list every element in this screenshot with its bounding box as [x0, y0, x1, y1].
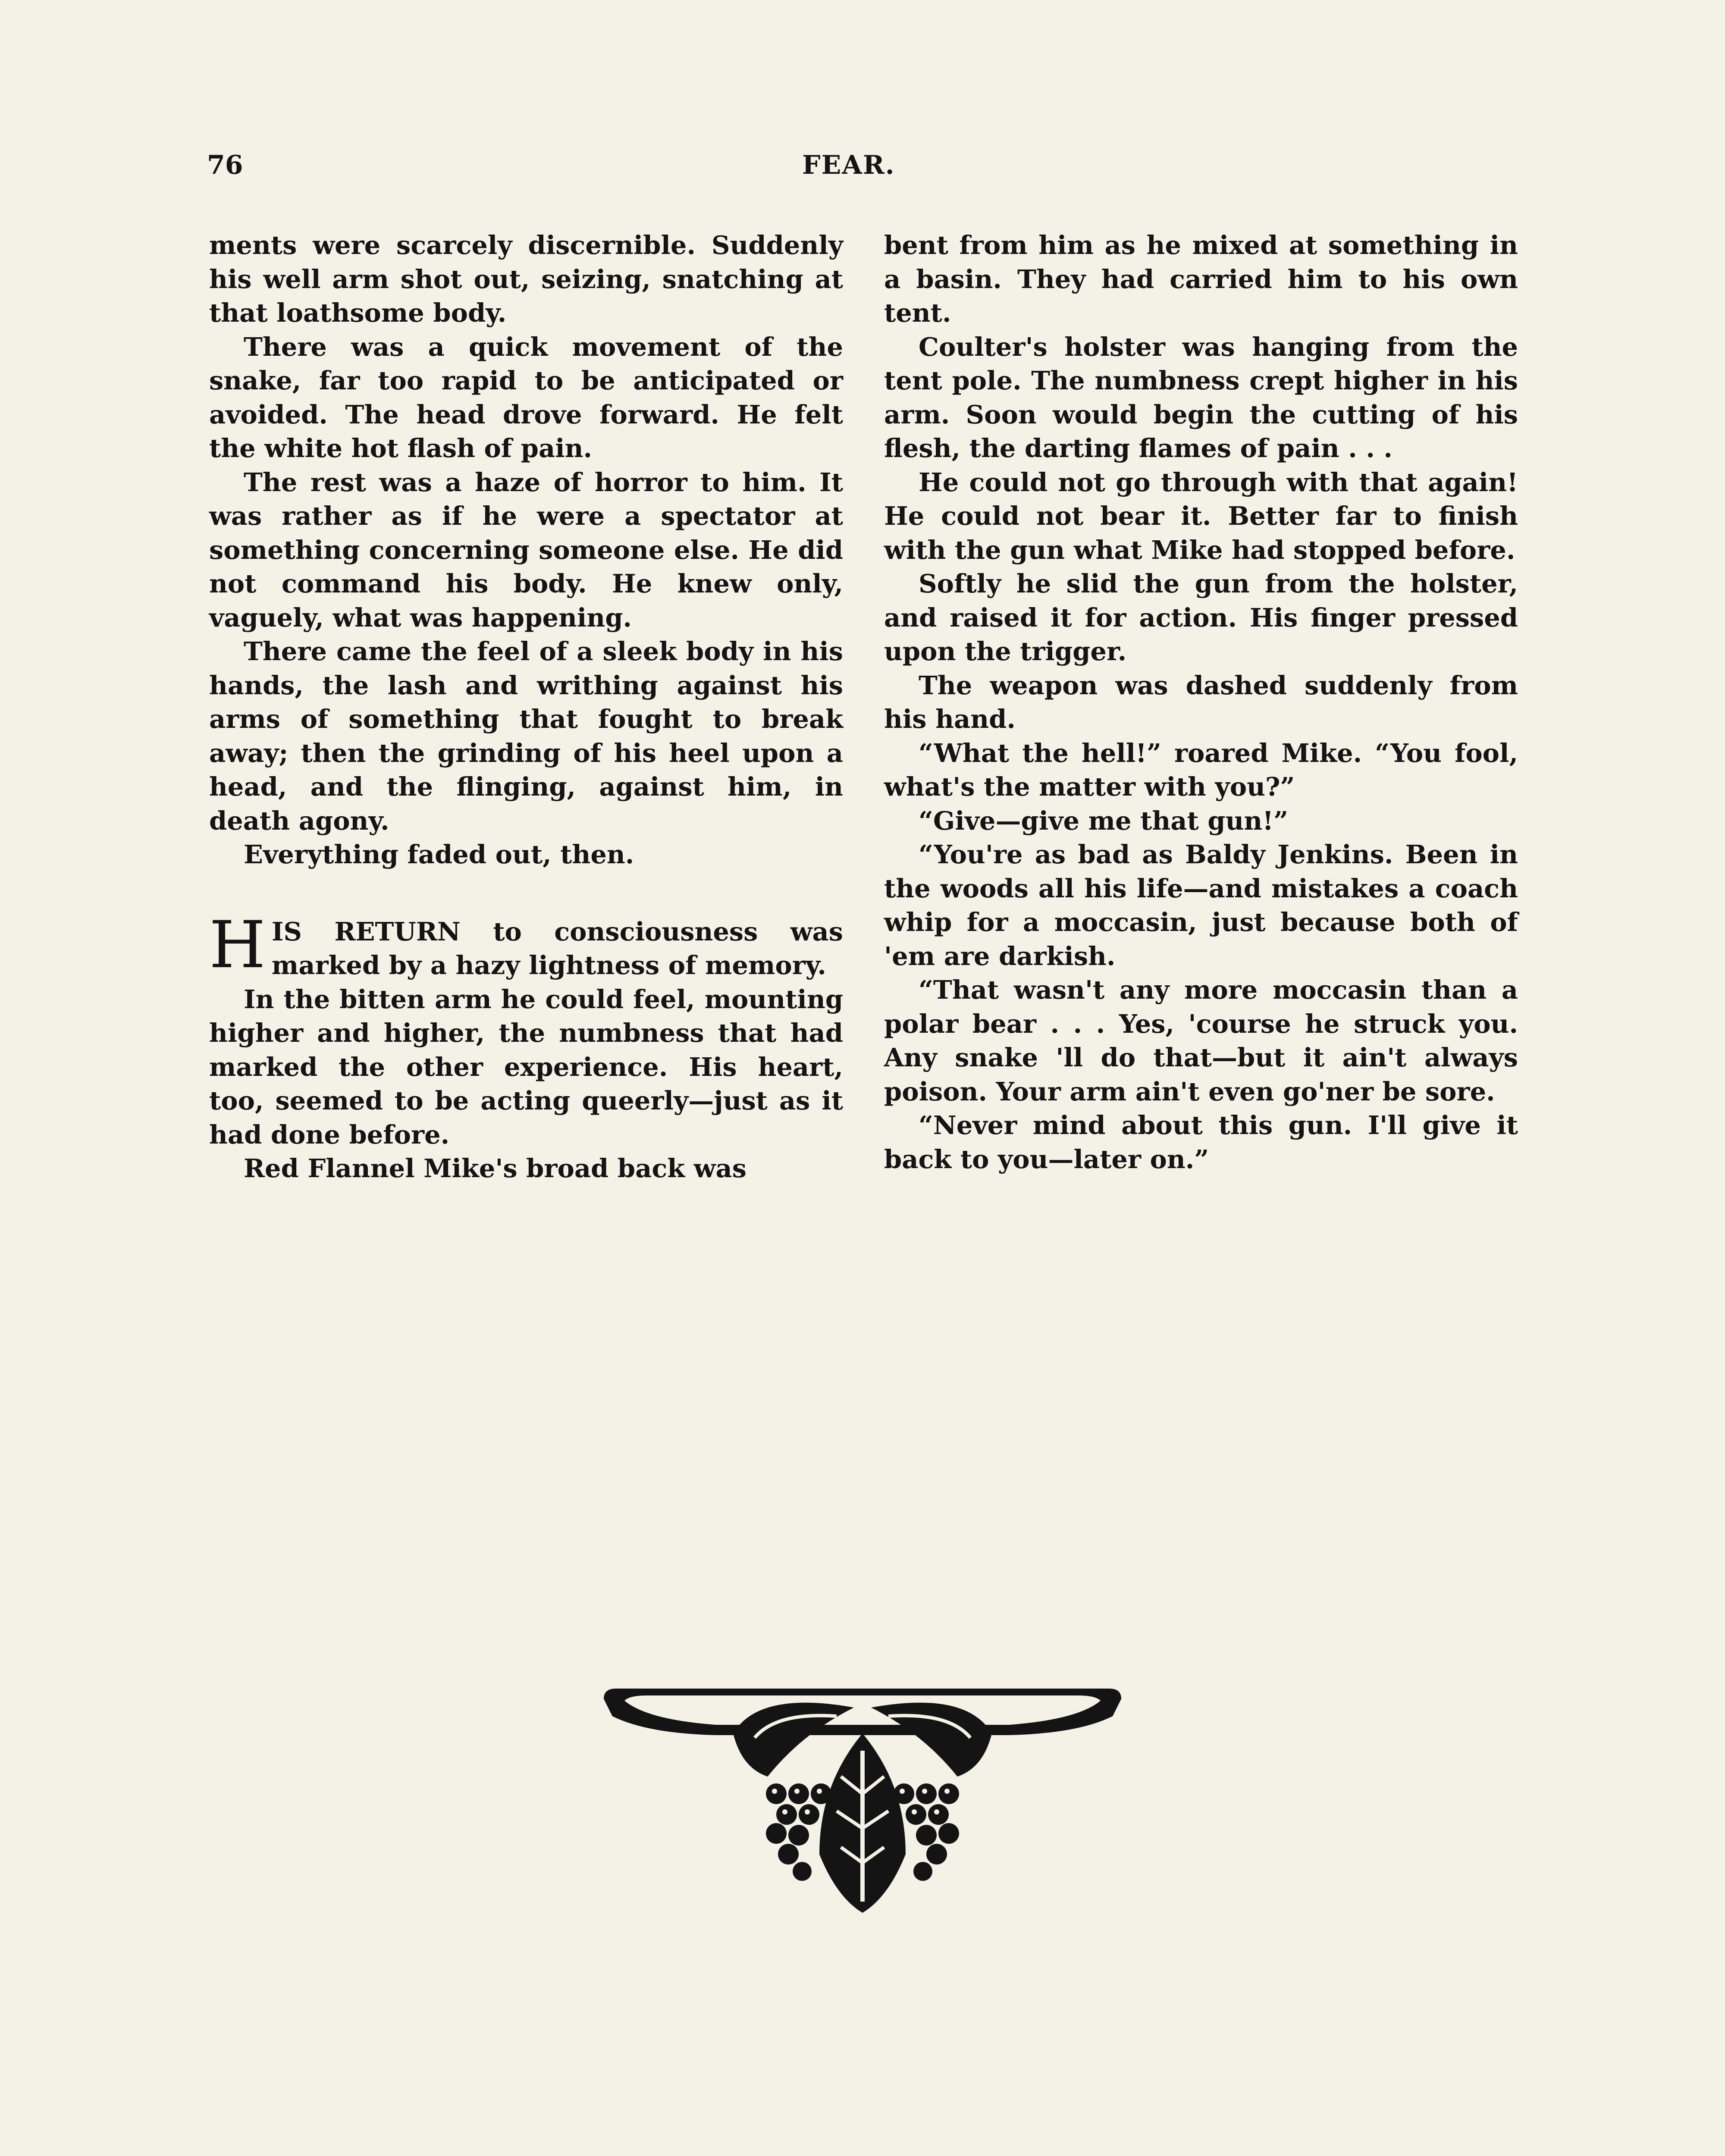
- right-column: [884, 229, 1518, 1176]
- page-number: 76: [207, 150, 243, 180]
- paragraph: There was a quick movement of the snake, far too rapid to be anticipated or avoided. The head drove forward. He felt the white hot flash of pain.: [209, 332, 843, 463]
- paragraph: In the bitten arm he could feel, mounting higher and higher, the numbness that had marked the other experience. His heart, too, seemed to be acting queerly—just as it had done before.: [209, 984, 843, 1150]
- paragraph: Softly he slid the gun from the holster, and raised it for action. His finger pressed upon the trigger.: [884, 569, 1518, 666]
- paragraph: Coulter's holster was hanging from the tent pole. The numbness crept higher in his arm. Soon would begin the cutting of his flesh, the darting flames of pain . . .: [884, 332, 1518, 463]
- left-column: [209, 229, 843, 1186]
- running-head: FEAR.: [802, 150, 895, 180]
- paragraph: Red Flannel Mike's broad back was: [244, 1153, 746, 1183]
- paragraph: He could not go through with that again! He could not bear it. Better far to finish with the gun what Mike had stopped before.: [884, 467, 1518, 565]
- section-opening-text: IS RETURN to consciousness was marked by a hazy lightness of memory.: [271, 916, 843, 980]
- paragraph: bent from him as he mixed at something in a basin. They had carried him to his own tent.: [884, 230, 1518, 328]
- paragraph: “What the hell!” roared Mike. “You fool, what's the matter with you?”: [884, 738, 1518, 802]
- leaf-and-grape-cluster-ornament: [595, 1682, 1130, 1915]
- paragraph: The weapon was dashed suddenly from his hand.: [884, 670, 1518, 734]
- paragraph: The rest was a haze of horror to him. It was rather as if he were a spectator at something concerning someone else. He did not command his body. He knew only, vaguely, what was happening.: [209, 467, 843, 633]
- paragraph: Everything faded out, then.: [244, 840, 634, 869]
- paragraph: “You're as bad as Baldy Jenkins. Been in the woods all his life—and mistakes a coach whip for a moccasin, just because both of 'em are darkish.: [884, 840, 1518, 971]
- paragraph: “That wasn't any more moccasin than a polar bear . . . Yes, 'course he struck you. Any snake 'll do that—but it ain't always poison. Your arm ain't even go'ner be sore.: [884, 975, 1518, 1106]
- paragraph: ments were scarcely discernible. Suddenly his well arm shot out, seizing, snatching at that loathsome body.: [209, 230, 843, 328]
- paragraph: “Never mind about this gun. I'll give it back to you—later on.”: [884, 1110, 1518, 1174]
- paragraph: “Give—give me that gun!”: [919, 805, 1289, 836]
- paragraph: There came the feel of a sleek body in his hands, the lash and writhing against his arms of something that fought to break away; then the grinding of his heel upon a head, and the flinging, against him, in death agony.: [209, 636, 843, 836]
- section-opening: [209, 907, 843, 983]
- drop-cap: H: [209, 907, 266, 983]
